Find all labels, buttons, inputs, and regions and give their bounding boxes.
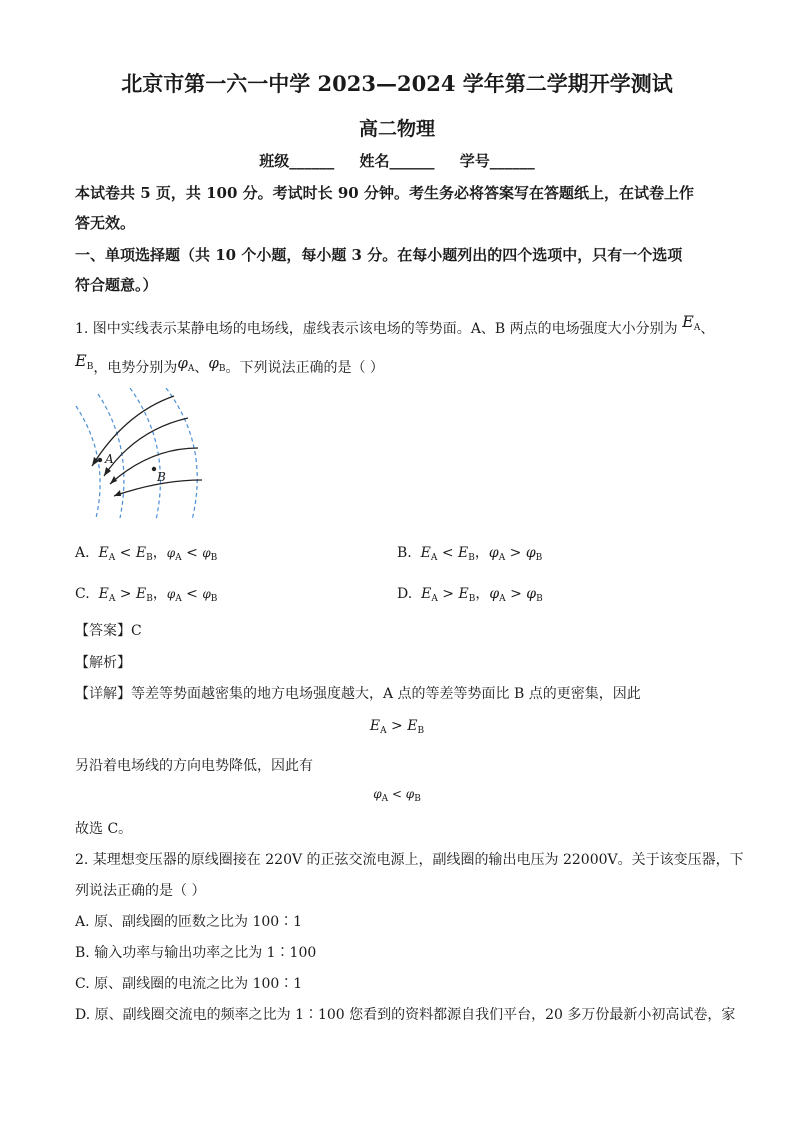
student-id-field: 学号______ — [459, 152, 535, 170]
q2-stem-line-2: 列说法正确的是（ ） — [75, 883, 206, 899]
q1-detail-2: 另沿着电场线的方向电势降低，因此有 — [75, 758, 313, 774]
q1-option-A[interactable]: A. $E_A < E_B$，$\varphi_A < \varphi_B$ — [75, 545, 218, 563]
symbol-phiB: $\varphi_B$ — [208, 354, 226, 374]
q2-option-D[interactable]: D. 原、副线圈交流电的频率之比为 1∶100 您看到的资料都源自我们平台，20 多万份最新小初高试卷，家 — [75, 1007, 736, 1023]
q2-option-B[interactable]: B. 输入功率与输出功率之比为 1∶100 — [75, 945, 317, 961]
q2-option-A[interactable]: A. 原、副线圈的匝数之比为 100∶1 — [75, 914, 303, 930]
field-line-arrow — [110, 476, 117, 484]
point-A-marker — [98, 458, 102, 462]
q1-equation-2: $\varphi_A < \varphi_B$ — [373, 787, 421, 804]
q1-conclusion: 故选 C。 — [75, 821, 133, 837]
q1-stem-line-2: $E_B$，电势分别为$\varphi_A$、$\varphi_B$。下列说法正确的是（ ） — [75, 351, 384, 376]
q2-option-C[interactable]: C. 原、副线圈的电流之比为 100∶1 — [75, 976, 303, 992]
student-info-row — [0, 150, 794, 171]
point-B-marker — [152, 467, 156, 471]
section-heading-line-1: 一、单项选择题（共 10 个小题，每小题 3 分。在每小题列出的四个选项中，只有一个选项 — [75, 246, 683, 264]
q1-analysis-tag: 【解析】 — [75, 655, 131, 671]
name-field: 姓名______ — [359, 152, 435, 170]
symbol-phiA: $\varphi_A$ — [177, 354, 195, 374]
page-subtitle: 高二物理 — [358, 118, 435, 140]
instructions-line-2: 答无效。 — [75, 214, 136, 232]
equipotential-line — [166, 388, 197, 520]
field-line — [104, 418, 188, 476]
section-heading-line-2: 符合题意。） — [75, 276, 158, 294]
symbol-EB: $E_B$ — [75, 351, 94, 372]
q1-answer: 【答案】C — [75, 623, 142, 639]
symbol-EA: $E_A$ — [682, 312, 701, 333]
q1-equation-1: $E_A > E_B$ — [369, 718, 425, 736]
q1-option-C[interactable]: C. $E_A > E_B$，$\varphi_A < \varphi_B$ — [75, 586, 218, 604]
class-field: 班级______ — [259, 152, 335, 170]
q1-detail: 【详解】等差等势面越密集的地方电场强度越大，A 点的等差等势面比 B 点的更密集，因此 — [75, 686, 641, 702]
equipotential-line — [130, 388, 160, 520]
q1-stem-line-1: 1. 图中实线表示某静电场的电场线，虚线表示该电场的等势面。A、B 两点的电场强度大小分别为 $E_A$、 — [75, 312, 715, 337]
q1-option-B[interactable]: B. $E_A < E_B$，$\varphi_A > \varphi_B$ — [397, 545, 543, 563]
q1-option-D[interactable]: D. $E_A > E_B$，$\varphi_A > \varphi_B$ — [397, 586, 543, 604]
electric-field-figure — [70, 388, 210, 523]
field-line-arrow — [114, 490, 121, 496]
page-title: 北京市第一六一中学 2023—2024 学年第二学期开学测试 — [121, 71, 673, 96]
instructions-line-1: 本试卷共 5 页，共 100 分。考试时长 90 分钟。考生务必将答案写在答题纸上，在试卷上作 — [75, 184, 694, 202]
point-A-label: A — [105, 452, 114, 466]
q2-stem-line-1: 2. 某理想变压器的原线圈接在 220V 的正弦交流电源上，副线圈的输出电压为 22000V。关于该变压器，下 — [75, 852, 744, 868]
point-B-label: B — [157, 470, 166, 484]
